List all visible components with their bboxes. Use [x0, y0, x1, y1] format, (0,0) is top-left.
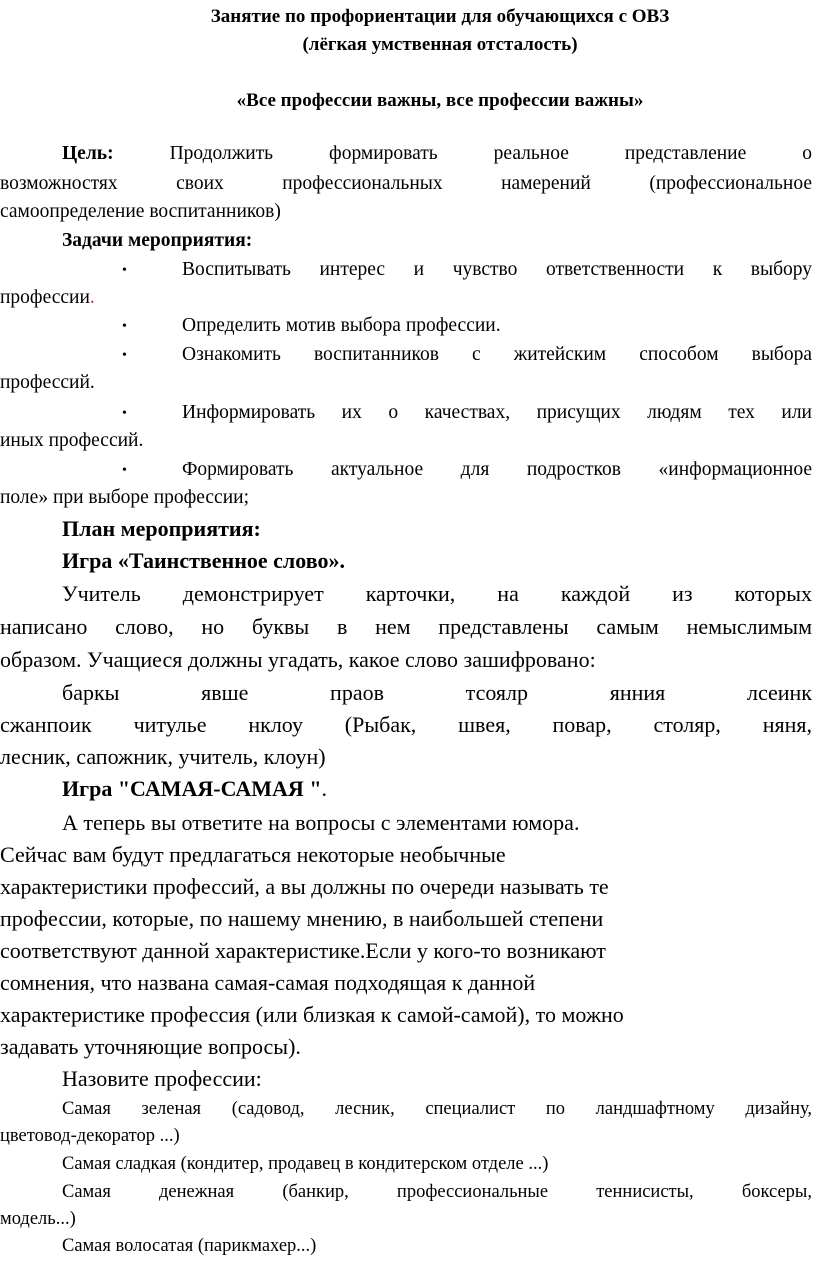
game2-line-2: Сейчас вам будут предлагаться некоторые необычные: [0, 842, 506, 867]
goal-text-1: Продолжить формировать реальное представление о: [169, 143, 813, 164]
game2-line-1: А теперь вы ответите на вопросы с элементами юмора.: [62, 810, 580, 835]
document-title-line1: Занятие по профориентации для обучающихся с ОВЗ: [210, 6, 670, 27]
game1-words-3: лесник, сапожник, учитель, клоун): [0, 744, 326, 769]
bullet-icon: •: [122, 406, 127, 421]
game1-words-2: сжанпоик читулье нклоу (Рыбак, швея, повар, столяр, няня,: [0, 712, 812, 737]
task-3-line2: профессий.: [0, 372, 95, 393]
game2-prompt: Назовите профессии:: [62, 1066, 262, 1091]
task-1-line2: профессии.: [0, 287, 95, 308]
task-4-line2: иных профессий.: [0, 430, 144, 451]
item-3-line2: модель...): [0, 1209, 76, 1229]
bullet-icon: •: [122, 263, 127, 278]
goal-line3: самоопределение воспитанников): [0, 201, 281, 222]
game2-line-4: профессии, которые, по нашему мнению, в наибольшей степени: [0, 906, 604, 931]
task-3-line1: Ознакомить воспитанников с житейским способом выбора: [182, 344, 812, 365]
item-2-line1: Самая сладкая (кондитер, продавец в кондитерском отделе ...): [62, 1154, 549, 1174]
game1-p2: написано слово, но буквы в нем представлены самым немыслимым: [0, 614, 812, 639]
task-2-line1: Определить мотив выбора профессии.: [182, 315, 501, 336]
bullet-icon: •: [122, 319, 127, 334]
game1-heading: Игра «Таинственное слово».: [62, 548, 345, 573]
game1-words: баркы явше праов тсоялр янния лсеинк: [62, 680, 812, 705]
task-4-line1: Информировать их о качествах, присущих людям тех или: [182, 402, 812, 423]
document-title-line2: (лёгкая умственная отсталость): [302, 34, 578, 55]
task-1-line1: Воспитывать интерес и чувство ответственности к выбору: [182, 259, 812, 280]
game1-p1: Учитель демонстрирует карточки, на каждой из которых: [62, 581, 812, 606]
goal-label: Цель:: [62, 143, 114, 164]
game2-line-5: соответствуют данной характеристике.Если у кого-то возникают: [0, 938, 606, 963]
goal-line2: возможностях своих профессиональных намерений (профессиональное: [0, 173, 812, 194]
game2-line-6: сомнения, что названа самая-самая подходящая к данной: [0, 970, 536, 995]
plan-heading: План мероприятия:: [62, 516, 261, 541]
game1-p3: образом. Учащиеся должны угадать, какое слово зашифровано:: [0, 647, 596, 672]
item-1-line2: цветовод-декоратор ...): [0, 1126, 180, 1146]
tasks-heading: Задачи мероприятия:: [62, 230, 253, 251]
task-5-line1: Формировать актуальное для подростков «информационное: [182, 459, 812, 480]
game2-heading: Игра "САМАЯ-САМАЯ ".: [62, 776, 328, 801]
game2-line-8: задавать уточняющие вопросы).: [0, 1034, 301, 1059]
task-5-line2: поле» при выборе профессии;: [0, 487, 250, 508]
item-4-line1: Самая волосатая (парикмахер...): [62, 1236, 317, 1256]
item-3-line1: Самая денежная (банкир, профессиональные теннисисты, боксеры,: [62, 1182, 812, 1202]
game2-line-7: характеристике профессия (или близкая к самой-самой), то можно: [0, 1002, 624, 1027]
item-1-line1: Самая зеленая (садовод, лесник, специалист по ландшафтному дизайну,: [62, 1099, 812, 1119]
game2-line-3: характеристики профессий, а вы должны по очереди называть те: [0, 874, 609, 899]
goal-line1: [0, 143, 812, 165]
bullet-icon: •: [122, 463, 127, 478]
document-subtitle: «Все профессии важны, все профессии важны»: [236, 90, 644, 111]
bullet-icon: •: [122, 348, 127, 363]
